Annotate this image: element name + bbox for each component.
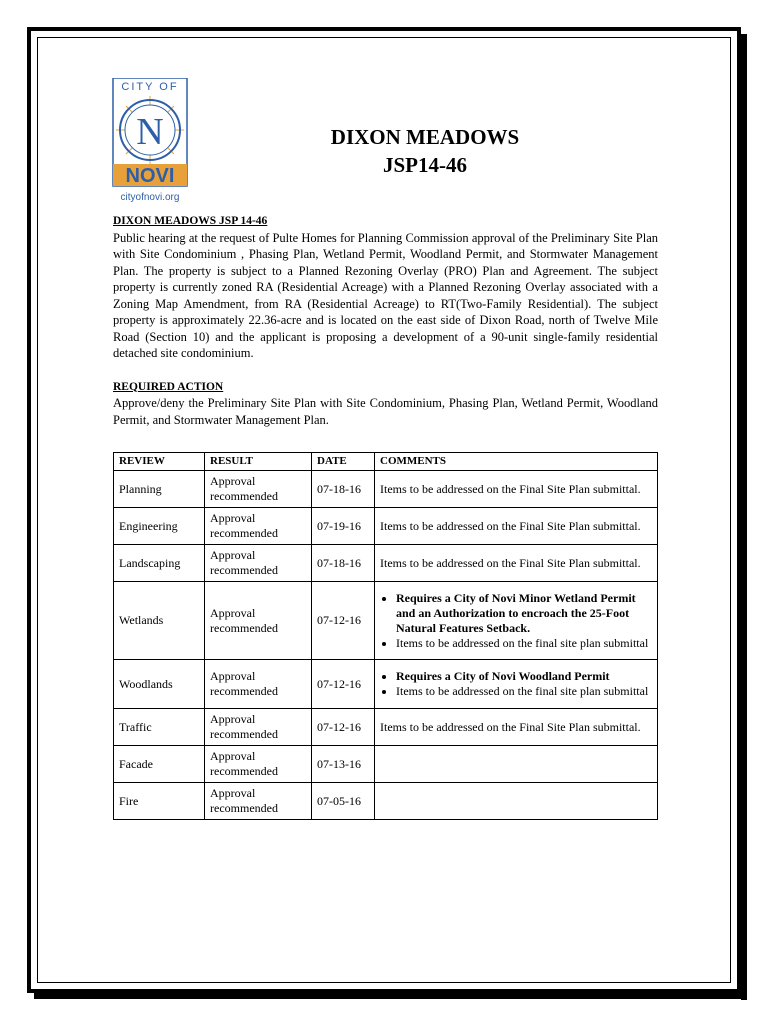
comment-bullet: • Requires a City of Novi Woodland Permit (396, 669, 652, 684)
table-row (114, 746, 658, 783)
page-subtitle: JSP14-46 (383, 153, 467, 177)
header-comments: COMMENTS (375, 453, 658, 471)
city-seal-icon (112, 78, 188, 190)
row-review: Engineering (114, 508, 205, 545)
review-table (113, 452, 658, 820)
main-content (113, 213, 658, 428)
row-comment (375, 783, 658, 820)
row-date: 07-12-16 (312, 709, 375, 746)
row-comment: Items to be addressed on the Final Site Plan submittal. (375, 471, 658, 508)
row-result: Approval recommended (205, 508, 312, 545)
row-result: Approval recommended (205, 783, 312, 820)
row-result: Approval recommended (205, 709, 312, 746)
page-title: DIXON MEADOWS (330, 125, 520, 149)
page-frame-shadow-bottom (34, 993, 747, 999)
project-heading: DIXON MEADOWS JSP 14-46 (113, 215, 268, 227)
table-row (114, 582, 658, 660)
logo-bottom-text: NOVI (125, 165, 175, 187)
comment-bullet: • Items to be addressed on the final site plan submittal (396, 684, 652, 699)
row-date: 07-12-16 (312, 660, 375, 709)
row-review: Planning (114, 471, 205, 508)
city-of-novi-logo (112, 78, 188, 204)
row-comment (375, 660, 658, 709)
page-frame-shadow-right (741, 34, 747, 1000)
comment-bullet: • Items to be addressed on the final site plan submittal (396, 636, 652, 651)
project-description: Public hearing at the request of Pulte Homes for Planning Commission approval of the Preliminary Site Plan with Site Condominium , Phasing Plan, Wetland Permit, Woodland Permit, and Stormwater Management Plan. The property is subject to a Planned Rezoning Overlay (PRO) Plan and Agreement. The subject property is currently zoned RA (Residential Acreage) with a Planned Rezoning Overlay associated with a Zoning Map Amendment, from RA (Residential Acreage) to RT(Two-Family Residential). The subject property is approximately 22.36-acre and is located on the east side of Dixon Road, north of Twelve Mile Road (Section 10) and the applicant is proposing a development of a 90-unit single-family residential detached site condominium. (113, 230, 658, 360)
comment-bullet: • Requires a City of Novi Minor Wetland Permit and an Authorization to encroach the 25-Foot Natural Features Setback. (396, 591, 652, 636)
header-review: REVIEW (114, 453, 205, 471)
row-result: Approval recommended (205, 471, 312, 508)
logo-top-text: CITY OF (121, 81, 179, 93)
row-date: 07-18-16 (312, 471, 375, 508)
row-comment (375, 746, 658, 783)
row-review: Landscaping (114, 545, 205, 582)
row-result: Approval recommended (205, 545, 312, 582)
row-date: 07-19-16 (312, 508, 375, 545)
row-comment: Items to be addressed on the Final Site Plan submittal. (375, 508, 658, 545)
required-action-heading: REQUIRED ACTION (113, 380, 224, 393)
required-action-text: Approve/deny the Preliminary Site Plan with Site Condominium, Phasing Plan, Wetland Permit, Woodland Permit, and Stormwater Management Plan. (113, 396, 658, 427)
svg-text:N: N (136, 111, 164, 153)
row-date: 07-13-16 (312, 746, 375, 783)
row-result: Approval recommended (205, 582, 312, 660)
row-date: 07-05-16 (312, 783, 375, 820)
table-row (114, 709, 658, 746)
row-comment: Items to be addressed on the Final Site Plan submittal. (375, 545, 658, 582)
row-review: Facade (114, 746, 205, 783)
table-row (114, 471, 658, 508)
row-date: 07-18-16 (312, 545, 375, 582)
row-comment (375, 582, 658, 660)
row-review: Fire (114, 783, 205, 820)
table-row (114, 783, 658, 820)
row-result: Approval recommended (205, 660, 312, 709)
header-result: RESULT (205, 453, 312, 471)
table-row (114, 660, 658, 709)
logo-url: cityofnovi.org (120, 192, 180, 203)
table-row (114, 508, 658, 545)
row-date: 07-12-16 (312, 582, 375, 660)
table-row (114, 545, 658, 582)
header-date: DATE (312, 453, 375, 471)
row-review: Wetlands (114, 582, 205, 660)
row-result: Approval recommended (205, 746, 312, 783)
row-comment: Items to be addressed on the Final Site Plan submittal. (375, 709, 658, 746)
table-header-row (114, 453, 658, 471)
row-review: Woodlands (114, 660, 205, 709)
row-review: Traffic (114, 709, 205, 746)
